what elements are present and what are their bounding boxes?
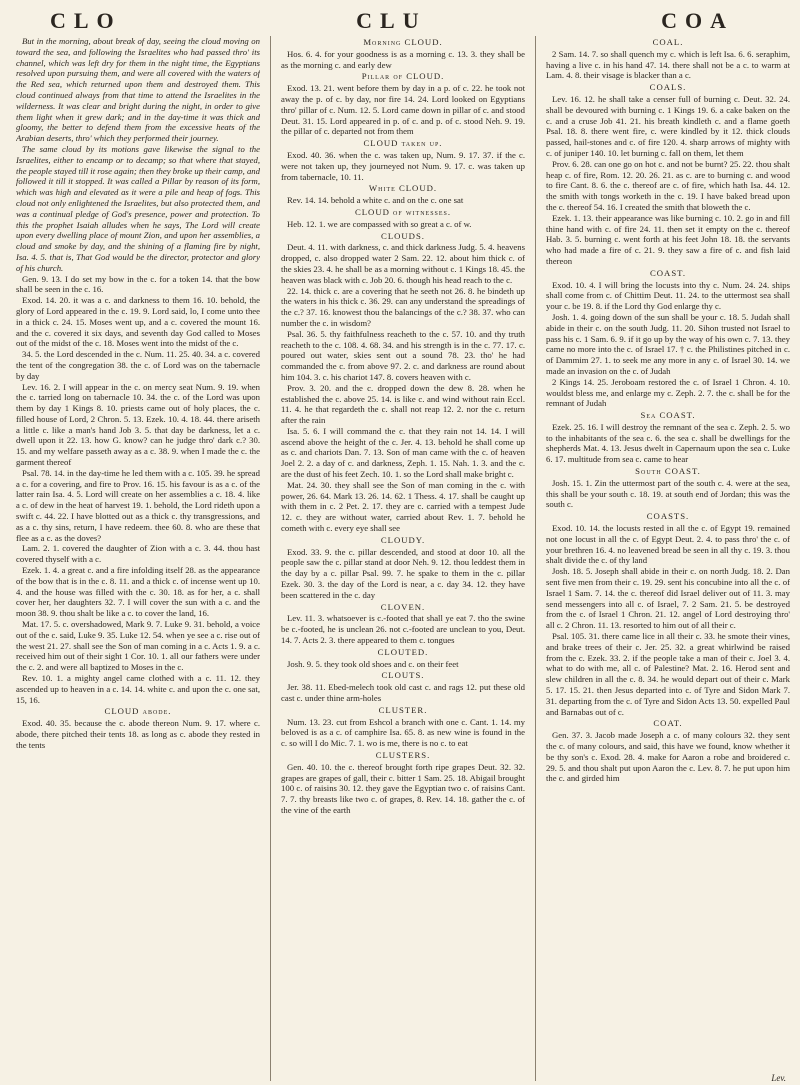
entry-paragraph: Psal. 105. 31. there came lice in all their c. 33. he smote their vines, and brake trees of their c. Jer. 25. 32. a great whirlwind be raised from the c. Ezek. 33. 2. if the people take a man of their c. Joel 3. 4. what to do with me, all c. of Palestine? Mat. 2. 16. Herod sent and slew children in all the c. 8. 34. he would depart out of their c. Mark 5. 17. 15. 21. then Jesus departed into c. of Tyre and Sidon Mark 7. 31. departing from the c. of Tyre and Sidon Acts 13. 50. expelled Paul and Barnabas out of c. [546, 631, 790, 717]
entry-paragraph: But in the morning, about break of day, seeing the cloud moving on toward the sea, and following the Israelites who had passed thro' its channel, which was left dry for them in the night time, the Egyptians resolved upon pursuing them, and were all covered with the waters of the Red sea, which returned upon them and destroyed them. This cloud continued always from that time to attend the Israelites in the wilderness. It was clear and bright during the night, in order to give them light when it grew dark; and in the day-time it was thick and gloomy, the better to defend them from the excessive heats of the Arabian deserts, thro' which they performed their journey. [16, 36, 260, 144]
entry-paragraph: Isa. 5. 6. I will command the c. that they rain not 14. 14. I will ascend above the height of the c. Jer. 4. 13. behold he shall come up as c. and chariots Dan. 7. 13. Son of man came with the c. of heaven Joel 2. 2. a day of c. and darkness, Zeph. 1. 15. Nah. 1. 3. and the c. are the dust of his feet Zech. 10. 1. so the Lord shall make bright c. [281, 425, 525, 480]
entry-paragraph: Exod. 10. 14. the locusts rested in all the c. of Egypt 19. remained not one locust in all the c. of Egypt Deut. 2. 4. to pass thro' the c. of your brethren 16. 4. no leavened bread be seen in all thy c. 19. 3. thou shalt divide the c. of thy land [546, 523, 790, 566]
entry-paragraph: 34. 5. the Lord descended in the c. Num. 11. 25. 40. 34. a c. covered the tent of the congregation 38. the c. of Lord was on the tabernacle by day [16, 349, 260, 381]
entry-paragraph: Prov. 6. 28. can one go on hot c. and not be burnt? 25. 22. thou shalt heap c. of fire, Rom. 12. 20. 26. 21. as c. are to burning c. and wood to fire Cant. 8. 6. the c. thereof are c. of fire, which hath Isa. 44. 12. the smith with tongs worketh in the c. 19. I have baked bread upon the c. thereof 54. 16. I created the smith that bloweth the c. [546, 158, 790, 212]
entry-paragraph: Rev. 10. 1. a mighty angel came clothed with a c. 11. 12. they ascended up to heaven in a c. 14. 14. white c. and upon the c. one sat, 15, 16. [16, 673, 260, 705]
section-heading: White CLOUD. [368, 183, 438, 194]
section-heading: Morning CLOUD. [363, 37, 443, 47]
entry-paragraph: Hos. 6. 4. for your goodness is as a morning c. 13. 3. they shall be as the morning c. and early dew [281, 48, 525, 70]
entry-paragraph: Heb. 12. 1. we are compassed with so great a c. of w. [287, 218, 472, 229]
header-center: CLU [356, 8, 427, 33]
entry-paragraph: Deut. 4. 11. with darkness, c. and thick darkness Judg. 5. 4. heavens dropped, c. also dropped water 2 Sam. 22. 12. about him thick c. of the skies 23. 4. he shall be as a morning without c. 1 Kings 18. 45. the heaven was black with c. Job 20. 6. though his head reach to the c. [281, 242, 525, 285]
entry-paragraph: Josh. 9. 5. they took old shoes and c. on their feet [287, 658, 459, 669]
section-heading: CLUSTERS. [375, 750, 431, 760]
entry-paragraph: Lam. 2. 1. covered the daughter of Zion with a c. 3. 44. thou hast covered thyself with a c. [16, 543, 260, 565]
entry-paragraph: Exod. 40. 36. when the c. was taken up, Num. 9. 17. 37. if the c. were not taken up, they journeyed not Num. 9. 17. c. was taken up from tabernacle, 10. 11. [281, 149, 525, 182]
entry-paragraph: 2 Sam. 14. 7. so shall quench my c. which is left Isa. 6. 6. seraphim, having a live c. in his hand 47. 14. there shall not be a c. to warm at Lam. 4. 8. their visage is blacker than a c. [546, 48, 790, 81]
section-heading: CLOUDY. [380, 534, 426, 545]
entry-paragraph: Lev. 16. 2. I will appear in the c. on mercy seat Num. 9. 19. when the c. tarried long on tabernacle 10. 34. the c. of the Lord was upon them by day 1 Kings 8. 10. priests came out of holy places, the c. filled house of Lord, 2 Chron. 5. 13. Ezek. 10. 4. 18. 44. there ariseth a little c. like a man's hand Job 3. 5. that day be darkness, let a c. dwell upon it 22. 13. how G. know? can he judge thro' dark c.? 30. 15. and my welfare passeth away as a c. 38. 9. when I made the c. the garment thereof [16, 381, 260, 468]
entry-paragraph: Exod. 14. 20. it was a c. and darkness to them 16. 10. behold, the glory of Lord appeared in the c. 19. 9. Lord said, lo, I come unto thee in a thick c. 24. 15. Moses went up, and a c. covered the mount 16. and the c. covered it six days, and seventh day God called to Moses out of the midst of the c. 18. Moses went into the midst of the c. [16, 295, 260, 349]
entry-paragraph: Psal. 78. 14. in the day-time he led them with a c. 105. 39. he spread a c. for a covering, and fire to Prov. 16. 15. his favour is as a c. of the latter rain Isa. 4. 5. Lord will create on her assemblies a c. 18. 4. like a c. of dew in the heat of harvest 19. 1. behold, the Lord rideth upon a swift c. 44. 22. I have blotted out as a thick c. thy transgressions, and as a c. thy sins, return, I have redeem. thee 60. 8. who are these that flee as a c. as the doves? [16, 467, 260, 543]
section-heading: CLOUDS. [381, 230, 425, 241]
header-right: COA [661, 8, 734, 33]
section-heading: CLOUTS. [381, 670, 425, 681]
section-heading: CLUSTER. [378, 704, 428, 715]
section-heading: CLOUTED. [377, 646, 429, 657]
entry-paragraph: Exod. 10. 4. I will bring the locusts into thy c. Num. 24. 24. ships shall come from c. of Chittim Deut. 11. 24. to the uttermost sea shall your c. be 19. 8. if the Lord thy God enlarge thy c. [546, 279, 790, 312]
section-heading: Sea COAST. [640, 410, 696, 421]
entry-paragraph: 22. 14. thick c. are a covering that he seeth not 26. 8. he bindeth up the waters in his thick c. 36. 29. can any understand the spreadings of the c.? 37. 16. knowest thou the balancings of the c.? 38. 37. who can number the c. in wisdom? [281, 285, 525, 328]
entry-paragraph: Psal. 36. 5. thy faithfulness reacheth to the c. 57. 10. and thy truth reacheth to the c. 108. 4. 68. 34. and his strength is in the c. 77. 17. c. poured out water, skies sent out a sound 78. 23. tho' he had commanded the c. from above 97. 2. c. and darkness are round about him 104. 3. c. his chariot 147. 8. covers heaven with c. [281, 328, 525, 382]
section-heading: CLOUD taken up. [363, 138, 443, 149]
entry-paragraph: Ezek. 25. 16. I will destroy the remnant of the sea c. Zeph. 2. 5. wo to the inhabitants of the sea c. 6. the sea c. shall be dwellings for the shepherds Mat. 4. 13. Jesus dwelt in Capernaum upon the sea c. Luke 6. 17. multitude from sea c. came to hear [546, 421, 790, 465]
entry-paragraph: Exod. 40. 35. because the c. abode thereon Num. 9. 17. where c. abode, there pitched their tents 18. as long as c. abode they rested in the tents [16, 718, 260, 750]
entry-paragraph: Prov. 3. 20. and the c. dropped down the dew 8. 28. when he established the c. above 25. 14. is like c. and wind without rain Eccl. 11. 4. he that regardeth the c. shall not reap 12. 2. nor the c. return after the rain [281, 382, 525, 426]
section-heading: CLOUD of witnesses. [354, 206, 452, 217]
entry-paragraph: Jer. 38. 11. Ebed-melech took old cast c. and rags 12. put these old cast c. under thine arm-holes [281, 682, 525, 704]
entry-paragraph: 2 Kings 14. 25. Jeroboam restored the c. of Israel 1 Chron. 4. 10. wouldst bless me, and enlarge my c. Zeph. 2. 7. the c. shall be for the remnant of Judah [546, 376, 790, 409]
entry-paragraph: Josh. 18. 5. Joseph shall abide in their c. on north Judg. 18. 2. Dan sent five men from their c. 19. 29. sent his concubine into all the c. of Israel 1 Sam. 7. 14. the c. thereof did Israel deliver out of 11. 3. may send messengers into all c. of Israel, 7. 2 Sam. 21. 5. be destroyed from the c. of Israel 1 Chron. 21. 12. angel of Lord destroying thro' all c. 2 Chron. 11. 13. resorted to him out of all their c. [546, 566, 790, 631]
column-right [546, 36, 790, 1081]
entry-paragraph: Gen. 40. 10. the c. thereof brought forth ripe grapes Deut. 32. 32. grapes are grapes of gall, their c. bitter 1 Sam. 25. 18. Abigail brought 100 c. of raisins 30. 12. they gave the Egyptian two c. of raisins Cant. 7. 7. thy breasts like two c. of grapes, 8. Rev. 14. 18. gather the c. of the vine of the earth [281, 761, 525, 815]
section-heading: CLOUD abode. [104, 706, 172, 717]
entry-paragraph: Mat. 24. 30. they shall see the Son of man coming in the c. with power, 26. 64. Mark 13. 26. 14. 62. 1 Thess. 4. 17. shall be caught up with them in c. 2 Pet. 2. 17. they are c. carried with a tempest Jude 12. c. they are without water, carried about Rev. 1. 7. behold he cometh with c. every eye shall see [281, 479, 525, 534]
entry-paragraph: Ezek. 1. 13. their appearance was like burning c. 10. 2. go in and fill thine hand with c. of fire 24. 11. then set it empty on the c. thereof Hab. 3. 5. burning c. went forth at his feet John 18. 18. the servants who had made a fire of c. 21. 9. they saw a fire of c. and fish laid thereon [546, 212, 790, 266]
entry-paragraph: Josh. 1. 4. going down of the sun shall be your c. 18. 5. Judah shall abide in their c. on the south Judg. 11. 20. Sihon trusted not Israel to pass his c. 1 Sam. 6. 9. if it go up by the way of his own c. 7. 13. they came no more into the c. of Israel 17. † c. the Philistines pitched in c. of Dammim 27. 1. to seek me any more in any c. of Israel 30. 14. we made an invasion on the c. of Judah [546, 311, 790, 376]
entry-paragraph: Mat. 17. 5. c. overshadowed, Mark 9. 7. Luke 9. 31. behold, a voice out of the c. said, Luke 9. 35. Luke 12. 54. when ye see a c. rise out of the west 21. 27. shall see the Son of man coming in a c. Acts 1. 9. a c. received him out of their sight 1 Cor. 10. 1. all our fathers were under the c. 2. and were all baptized to Moses in the c. [16, 619, 260, 673]
entry-paragraph: Lev. 16. 12. he shall take a censer full of burning c. Deut. 32. 24. shall be devoured with burning c. 1 Kings 19. 6. a cake baken on the c. and a cruse Job 41. 21. his breath kindleth c. and a flame goeth Psal. 18. 8. there went fire, c. were kindled by it 12. thick clouds passed, hail-stones and c. of fire 120. 4. sharp arrows of mighty with c. of juniper 140. 10. let burning c. fall on them, let them [546, 93, 790, 158]
section-heading: COASTS. [646, 511, 690, 522]
entry-paragraph: Josh. 15. 1. Zin the uttermost part of the south c. 4. were at the sea, this shall be your south c. 18. 19. at south end of Jordan; this was the south c. [546, 477, 790, 510]
column-left [16, 36, 260, 1081]
catchword: Lev. [771, 1073, 786, 1083]
entry-paragraph: Num. 13. 23. cut from Eshcol a branch with one c. Cant. 1. 14. my beloved is as a c. of camphire Isa. 65. 8. as new wine is found in the c. so will I do Mic. 7. 1. wo is me, there is no c. to eat [281, 716, 525, 749]
section-heading: Pillar of CLOUD. [361, 71, 445, 82]
entry-paragraph: Gen. 37. 3. Jacob made Joseph a c. of many colours 32. they sent the c. of many colours, and said, this have we found, know whether it be thy son's c. Exod. 28. 4. make for Aaron a robe and broidered c. 29. 5. and thou shalt put upon Aaron the c. Lev. 8. 7. he put upon him the c. and girded him [546, 730, 790, 784]
header-left: CLO [50, 8, 122, 33]
entry-paragraph: Rev. 14. 14. behold a white c. and on the c. one sat [287, 195, 464, 206]
entry-paragraph: Gen. 9. 13. I do set my bow in the c. for a token 14. that the bow shall be seen in the c. 16. [16, 273, 260, 295]
entry-paragraph: Ezek. 1. 4. a great c. and a fire infolding itself 28. as the appearance of the bow that is in the c. 8. 11. and a thick c. of incense went up 10. 4. and the house was filled with the c. 30. 18. as for her, a c. shall cover her, her daughters 32. 7. I will cover the sun with a c. and the moon 38. 9. thou shalt be like a c. to cover the land, 16. [16, 565, 260, 619]
column-middle [281, 36, 525, 1081]
section-heading: COAT. [653, 718, 683, 729]
section-heading: South COAST. [635, 466, 701, 477]
column-divider [270, 36, 271, 1081]
section-heading: COAST. [649, 267, 686, 278]
entry-paragraph: Exod. 13. 21. went before them by day in a p. of c. 22. he took not away the p. of c. by day, nor fire 14. 24. Lord looked on Egyptians thro' pillar of c. Num. 12. 5. Lord came down in pillar of c. and stood Deut. 31. 15. Lord appeared in p. of c. and p. of c. stood Neh. 9. 19. the pillar of c. departed not from them [281, 83, 525, 137]
running-header [16, 6, 790, 36]
entry-paragraph: Lev. 11. 3. whatsoever is c.-footed that shall ye eat 7. tho the swine be c.-footed, he is unclean 26. not c.-footed are unclean to you, Deut. 14. 7. Acts 2. 3. there appeared to them c. tongues [281, 613, 525, 646]
section-heading: COAL. [652, 37, 684, 47]
entry-paragraph: The same cloud by its motions gave likewise the signal to the Israelites, either to encamp or to decamp; so that where that stayed, the people stayed till it rose again; then they broke up their camp, and followed it till it stopped. It was called a Pillar by reason of its form, which was high and elevated as it were a pile and heap of fogs. This cloud not only enlightened the Israelites, but also protected them, and was a continual pledge of God's presence, power and protection. To this the prophet Isaiah alludes when he says, The Lord will create upon every dwelling place of mount Zion, and upon her assemblies, a cloud and smoke by day, and the shining of a flaming fire by night, Isa. 4. 5. that is, That God would be the director, protector and glory of his church. [16, 143, 260, 273]
columns-container [16, 36, 790, 1081]
entry-paragraph: Exod. 33. 9. the c. pillar descended, and stood at door 10. all the people saw the c. pillar stand at door Neh. 9. 12. thou leddest them in the day by a c. pillar Psal. 99. 7. he spake to them in the c. pillar Ezek. 30. 3. the day of the Lord is near, a c. day 34. 12. they have been scattered in the c. day [281, 546, 525, 600]
column-divider [535, 36, 536, 1081]
section-heading: COALS. [649, 82, 687, 93]
section-heading: CLOVEN. [380, 601, 426, 612]
